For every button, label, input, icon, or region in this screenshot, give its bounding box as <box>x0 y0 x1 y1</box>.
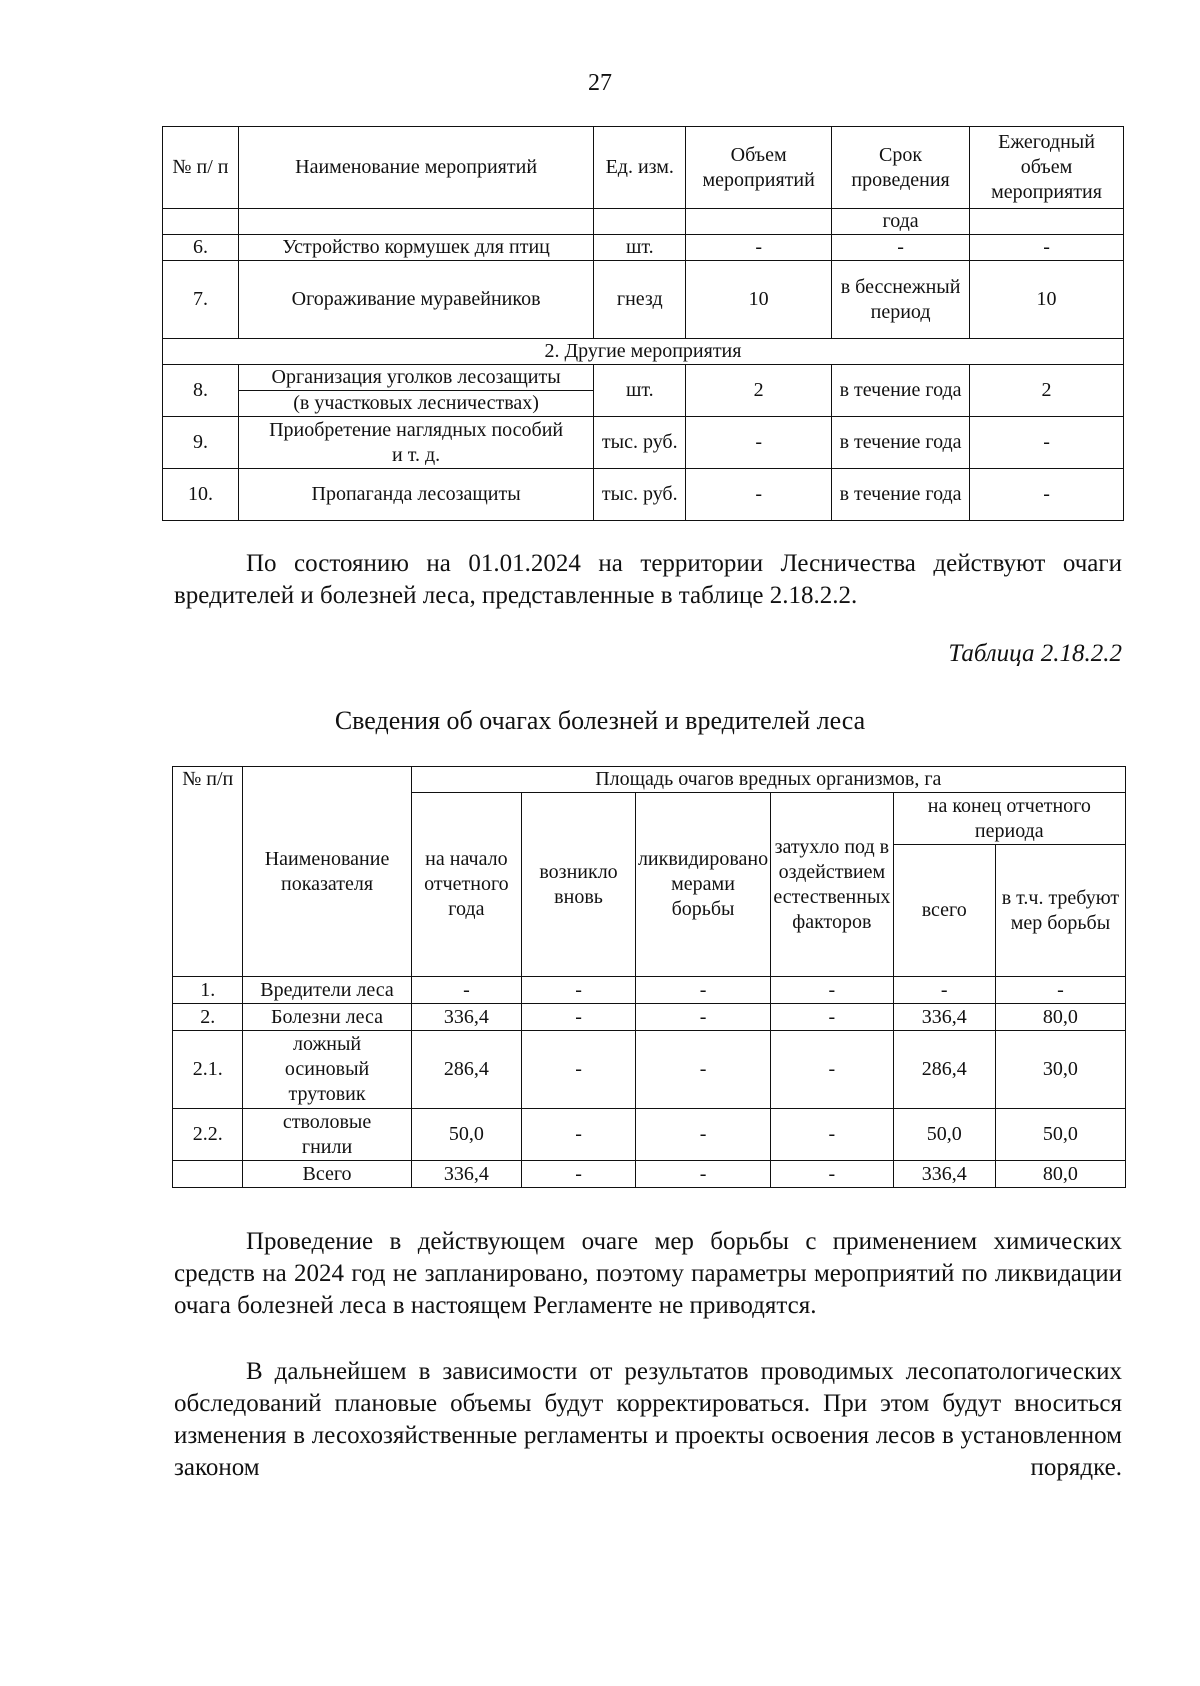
table-row <box>163 235 1124 261</box>
table-row <box>163 417 1124 469</box>
pests-diseases-table <box>172 766 1126 1188</box>
paragraph-2: Проведение в действующем очаге мер борьбы с применением химических средств на 2024 год не запланировано, поэтому параметры мероприятий по ликвидации очага болезней леса в настоящем Регламенте не приводятся. <box>174 1228 1122 1319</box>
cell-unit: тыс. руб. <box>594 417 686 469</box>
cell-new: - <box>522 1004 636 1031</box>
cell-name-line2: и т. д. <box>392 443 441 466</box>
cell-need: 50,0 <box>995 1109 1125 1161</box>
cell-new: - <box>522 1031 636 1109</box>
cell-need: - <box>995 977 1125 1004</box>
table-row <box>163 261 1124 339</box>
cell-annual: - <box>970 417 1124 469</box>
col-header-name: Наименование показателя <box>243 767 411 977</box>
cell-volume: 10 <box>686 261 832 339</box>
cell-faded: - <box>771 977 894 1004</box>
cell-num: 7. <box>163 261 239 339</box>
cell-num: 2.2. <box>173 1109 243 1161</box>
col-header-start: на начало отчетного года <box>411 793 521 977</box>
table-header-row <box>173 767 1126 793</box>
col-header-total: всего <box>893 845 995 977</box>
table-caption: Таблица 2.18.2.2 <box>948 640 1122 667</box>
table-row <box>173 1031 1126 1109</box>
cell-annual: - <box>970 469 1124 521</box>
col-header-need: в т.ч. требуют мер борьбы <box>995 845 1125 977</box>
col-header-name: Наименование мероприятий <box>238 127 593 209</box>
cell-term: в течение года <box>832 417 970 469</box>
cell-need: 30,0 <box>995 1031 1125 1109</box>
cell-start: 336,4 <box>411 1161 521 1188</box>
cell-num: 8. <box>163 365 239 417</box>
cell-term: в течение года <box>832 365 970 417</box>
cell-total: 286,4 <box>893 1031 995 1109</box>
cell-num: 10. <box>163 469 239 521</box>
paragraph-3: В дальнейшем в зависимости от результатов проводимых лесопатологических обследований плановые объемы будут корректироваться. При этом будут вноситься изменения в лесохозяйственные регламенты и проекты освоения лесов в установленном законом порядке. <box>174 1358 1122 1481</box>
cell-new: - <box>522 1109 636 1161</box>
cell-num: 1. <box>173 977 243 1004</box>
cell-name: стволовые гнили <box>243 1109 411 1161</box>
cell-need: 80,0 <box>995 1161 1125 1188</box>
cell-total: 50,0 <box>893 1109 995 1161</box>
table-title: Сведения об очагах болезней и вредителей леса <box>334 706 866 735</box>
cell-name: ложный осиновый трутовик <box>243 1031 411 1109</box>
paragraph-1: По состоянию на 01.01.2024 на территории Лесничества действуют очаги вредителей и болезней леса, представленные в таблице 2.18.2.2. <box>174 550 1122 609</box>
cell-num: 2.1. <box>173 1031 243 1109</box>
cell-eliminated: - <box>635 1109 770 1161</box>
col-header-new: возникло вновь <box>522 793 636 977</box>
cell-eliminated: - <box>635 1161 770 1188</box>
col-header-faded: затухло под воздействием естественных факторов <box>771 793 894 977</box>
col-header-term: Срок проведения <box>832 127 970 209</box>
cell-name: Пропаганда лесозащиты <box>238 469 593 521</box>
measures-table <box>162 126 1124 521</box>
col-header-annual: Ежегодный объем мероприятия <box>970 127 1124 209</box>
table-header-row <box>163 127 1124 209</box>
cell-annual: 10 <box>970 261 1124 339</box>
table-row-total <box>173 1161 1126 1188</box>
col-header-area-group: Площадь очагов вредных организмов, га <box>411 767 1125 793</box>
cell-unit: шт. <box>594 365 686 417</box>
cell-name: (в участковых лесничествах) <box>238 391 593 417</box>
table-row <box>163 469 1124 521</box>
cell-start: 286,4 <box>411 1031 521 1109</box>
cell-unit: шт. <box>594 235 686 261</box>
section-title: 2. Другие мероприятия <box>163 339 1124 365</box>
cell-faded: - <box>771 1109 894 1161</box>
cell-num: 2. <box>173 1004 243 1031</box>
table-row <box>173 1004 1126 1031</box>
cell-unit: тыс. руб. <box>594 469 686 521</box>
cell-volume: - <box>686 469 832 521</box>
cell-term: года <box>832 209 970 235</box>
cell-term: - <box>832 235 970 261</box>
cell-name: Устройство кормушек для птиц <box>238 235 593 261</box>
cell-start: - <box>411 977 521 1004</box>
cell-num: 6. <box>163 235 239 261</box>
cell-start: 336,4 <box>411 1004 521 1031</box>
cell-term: в бесснежный период <box>832 261 970 339</box>
page-number: 27 <box>588 70 612 96</box>
col-header-eliminated: ликвидировано мерами борьбы <box>635 793 770 977</box>
cell-annual: - <box>970 235 1124 261</box>
cell-volume: - <box>686 417 832 469</box>
table-row <box>163 365 1124 391</box>
cell-new: - <box>522 1161 636 1188</box>
table-row <box>163 209 1124 235</box>
cell-volume: 2 <box>686 365 832 417</box>
cell-start: 50,0 <box>411 1109 521 1161</box>
cell-name: Огораживание муравейников <box>238 261 593 339</box>
cell-total: 336,4 <box>893 1161 995 1188</box>
cell-term: в течение года <box>832 469 970 521</box>
cell-faded: - <box>771 1004 894 1031</box>
table-row <box>173 977 1126 1004</box>
col-header-num: № п/п <box>173 767 243 977</box>
cell-name: Организация уголков лесозащиты <box>238 365 593 391</box>
cell-name: Всего <box>243 1161 411 1188</box>
col-header-num: № п/ п <box>163 127 239 209</box>
section-row <box>163 339 1124 365</box>
cell-new: - <box>522 977 636 1004</box>
cell-name: Вредители леса <box>243 977 411 1004</box>
cell-faded: - <box>771 1031 894 1109</box>
cell-name-line1: Приобретение наглядных пособий <box>269 418 564 441</box>
cell-eliminated: - <box>635 1004 770 1031</box>
cell-unit: гнезд <box>594 261 686 339</box>
cell-num <box>173 1161 243 1188</box>
cell-name: Болезни леса <box>243 1004 411 1031</box>
cell-name <box>238 417 593 469</box>
table-row <box>173 1109 1126 1161</box>
cell-num: 9. <box>163 417 239 469</box>
col-header-unit: Ед. изм. <box>594 127 686 209</box>
cell-need: 80,0 <box>995 1004 1125 1031</box>
cell-annual: 2 <box>970 365 1124 417</box>
cell-eliminated: - <box>635 1031 770 1109</box>
cell-eliminated: - <box>635 977 770 1004</box>
cell-volume: - <box>686 235 832 261</box>
col-header-volume: Объем мероприятий <box>686 127 832 209</box>
col-header-end-group: на конец отчетного периода <box>893 793 1125 845</box>
cell-total: - <box>893 977 995 1004</box>
cell-faded: - <box>771 1161 894 1188</box>
cell-total: 336,4 <box>893 1004 995 1031</box>
